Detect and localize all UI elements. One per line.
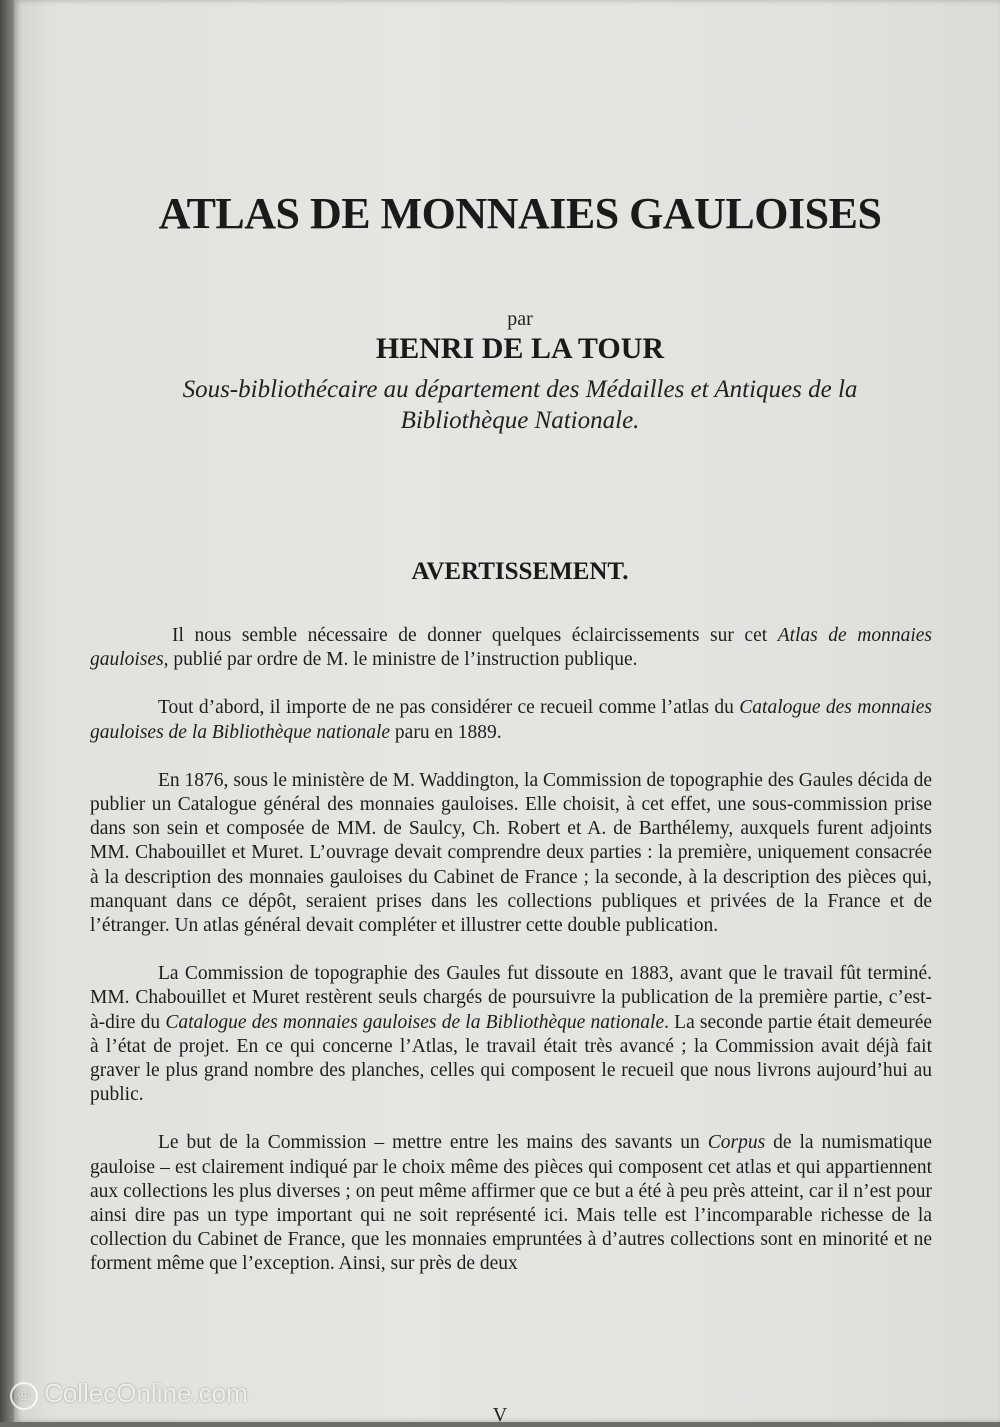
copyright-icon: © [10,1382,38,1410]
page-number: V [492,1404,508,1426]
paragraph-2-text-end: paru en 1889. [390,721,502,743]
paragraph-4-italic: Catalogue des monnaies gauloises de la Bibliothèque nationale [165,1011,665,1033]
paragraph-5-italic: Corpus [707,1132,766,1154]
book-spine-shadow [0,0,14,1422]
section-heading: AVERTISSEMENT. [411,558,629,585]
paragraph-3: En 1876, sous le ministère de M. Waddington, la Commission de topographie des Gaules décida de publier un Catalogue général des monnaies gauloises. Elle choisit, à cet effet, une sous-commission prise dans son sein et composée de MM. de Saulcy, Ch. Robert et A. de Barthélemy, auxquels furent adjoints MM. Chabouillet et Muret. L’ouvrage devait comprendre deux parties : la première, uniquement consacrée à la description des monnaies gauloises du Cabinet de France ; la seconde, à la description des pièces qui, manquant dans ce dépôt, seraient prises dans les collections publiques et privées de la France et de l’étranger. Un atlas général devait compléter et illustrer cette double publication. [90,769,932,937]
affiliation-line-1: Sous-bibliothécaire au département des Médailles et Antiques de la [182,376,858,403]
paragraph-5-text: Le but de la Commission – mettre entre les mains des savants un [158,1132,708,1154]
by-label: par [507,308,533,330]
paragraph-1-italic: Atlas de monnaies gauloises [90,625,932,671]
body-text [90,624,932,1301]
paragraph-1-text: Il nous semble nécessaire de donner quelques éclaircissements sur cet [172,625,778,646]
watermark-text: CollecOnline.com [44,1378,248,1408]
affiliation-line-2: Bibliothèque Nationale. [400,407,640,434]
paragraph-5-text-end: de la numismatique gauloise – est clairement indiqué par le choix même des pièces qui composent cet atlas et qui appartiennent aux collections les plus diverses ; on peut même affirmer que ce but a été à peu près atteint, car il n’est pour ainsi dire pas un type important qui ne soit représenté ici. Mais telle est l’incomparable richesse de la collection du Cabinet de France, que les monnaies empruntées à d’autres collections sont en minorité et ne forment même que l’exception. Ainsi, sur près de deux [90,1132,933,1275]
paragraph-4-text-end: . La seconde partie était demeurée à l’état de projet. En ce qui concerne l’Atlas, le travail était très avancé ; la Commission avait déjà fait graver le plus grand nombre des planches, celles qui composent le recueil que nous livrons aujourd’hui au public. [90,1011,933,1106]
paragraph-2-text: Tout d’abord, il importe de ne pas considérer ce recueil comme l’atlas du [158,697,740,719]
paragraph-2-italic: Catalogue des monnaies gauloises de la Bibliothèque nationale [90,697,932,743]
author-affiliation [100,374,940,436]
paragraph-4 [90,962,932,1107]
watermark [10,1378,248,1410]
page-title: ATLAS DE MONNAIES GAULOISES [158,189,882,238]
paragraph-5 [90,1131,932,1276]
paragraph-1 [90,624,932,672]
paragraph-4-text: La Commission de topographie des Gaules fut dissoute en 1883, avant que le travail fût terminé. MM. Chabouillet et Muret restèrent seuls chargés de poursuivre la publication de la première partie, c’est-à-dire du [90,963,932,1033]
paragraph-2 [90,696,932,744]
paragraph-1-text-end: , publié par ordre de M. le ministre de l’instruction publique. [163,649,638,671]
author-name: HENRI DE LA TOUR [375,332,665,365]
